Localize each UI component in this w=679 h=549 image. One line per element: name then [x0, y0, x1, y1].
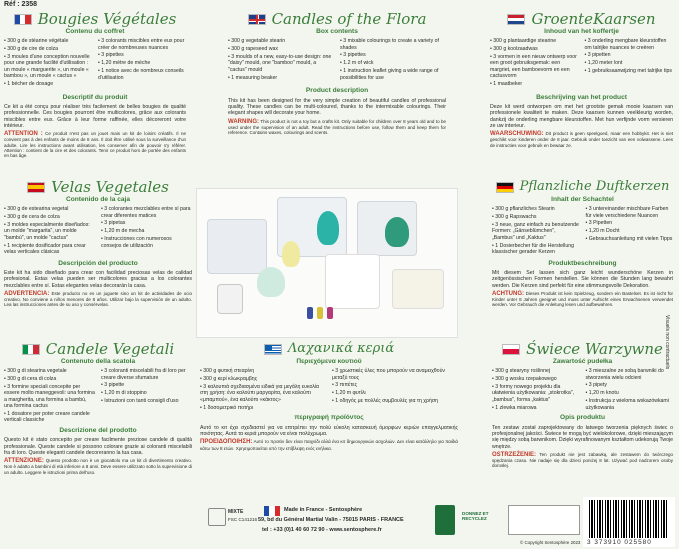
description-heading: Beschrijving van het product [536, 93, 627, 101]
contents-heading: Inhoud van het koffertje [544, 28, 619, 35]
warning-text [4, 458, 192, 475]
description-heading: Descrizione del prodotto [59, 427, 137, 435]
teal-candle [317, 211, 339, 245]
list-item: • 1 Dosierbecher für die Herstellung klassischer gerader Kerzen [492, 242, 574, 255]
list-item: • 300 g plantaardige stearine [490, 38, 557, 45]
yellow-candle [282, 241, 300, 267]
description-text: Este kit ha sido diseñado para crear con facilidad preciosas velas de calidad profesional. Estas velas pueden ser multicolores gracias a los colorantes mezclables entre sí. Estas elegantes velas decorarán la casa. [4, 270, 192, 289]
list-item: • 300 g pflanzliches Stearin [492, 206, 555, 213]
panel-de [492, 178, 673, 308]
flag-france-icon [264, 506, 280, 516]
list-item: • 3 πιπέτες [332, 382, 358, 389]
list-item: ACHTUNG: [492, 290, 524, 297]
recycle-label: DONNEZ ET RECYCLEZ [462, 511, 489, 521]
list-item: • 1,20 m φυτίλι [332, 390, 366, 397]
warning-text [492, 291, 673, 308]
pink-colorant-bottle [327, 307, 333, 319]
list-item: • 3 pipetten [584, 52, 611, 59]
panel-it [4, 340, 192, 475]
flag-poland-icon [502, 344, 520, 355]
description-heading: Descriptif du produit [62, 93, 128, 101]
footer [0, 503, 679, 549]
wax-pellets-bag [392, 269, 444, 309]
list-item: • 1 zlewka miarowa [492, 404, 537, 411]
list-item: • 3 χρωστικές ύλες που μπορούν να αναμειχθούν μεταξύ τους [332, 368, 446, 381]
green-cactus-candle [385, 217, 409, 247]
panel-nl [490, 10, 673, 148]
list-item: • 1,20 m di stoppino [101, 390, 147, 397]
daisy-mold [207, 219, 267, 274]
description-heading: Product description [305, 87, 369, 95]
copyright: © Copyright Sentosphère 2023 [520, 540, 581, 545]
description-heading: Produktbeschreibung [548, 259, 617, 267]
list-item: Ten produkt nie jest zabawką, ale zestawem do twórczego spędzania czasu. Nie nadaje się dla dzieci poniżej 8 lat. Używać pod nadzorem osoby dorosłej. [492, 451, 674, 469]
list-item: • 3 colorants miscibles entre eux pour créer de nombreuses nuances [98, 38, 185, 51]
list-item: • 3 colorantes mezclables entre sí para crear diferentes matices [101, 206, 191, 219]
list-item: OSTRZEŻENIE: [492, 451, 537, 458]
list-item: • 3 pipety [585, 382, 607, 389]
mixte-label: MIXTE [228, 509, 244, 515]
made-in-label: Made in France - Sentosphère [284, 507, 363, 513]
list-item: • 3 coloranti miscelabili fra di loro per creare diverse sfumature [101, 368, 186, 381]
list-item: ATTENTION : [4, 131, 43, 138]
list-item: Este producto no es un juguete sino un kit de actividades de ocio creativo. No conviene a niños menores de 8 años. Utilizar bajo la supervisión de un adulto. Lea las instrucciones antes de su uso y consérvelas. [4, 290, 192, 308]
list-item: • 300 g vegetable stearin [228, 38, 286, 45]
list-item: • 1 recipiente dosificador para crear velas verticales clásicas [4, 242, 86, 255]
list-item: • 1,20 m knotu [585, 390, 619, 397]
list-item: Dit product is geen speelgoed, maar een hobbykit. Het is niet geschikt voor kinderen onder de 8 jaar. Gebruik onder toezicht van een volwassene. Lees de instructies voor gebruik en bewaar ze. [490, 131, 673, 148]
list-item: • Instrukcja z wieloma wskazówkami użytkowania [585, 398, 669, 411]
fsc-logo-icon [208, 508, 226, 526]
list-item: • 300 g de estearina vegetal [4, 206, 69, 213]
list-item: • 1 measuring beaker [228, 74, 278, 81]
list-item: • 1 notice avec de nombreux conseils d'utilisation [98, 68, 184, 81]
list-item: Dieses Produkt ist kein Spielzeug, sondern ein Bastelset. Es ist nicht für Kinder unter 8 Jahren geeignet und muss unter Aufsicht eines Erwachsenen verwendet werden. Vor Gebrauch die Anleitung lesen und aufbewahren. [492, 290, 673, 308]
list-item: WARNING: [228, 118, 259, 125]
list-item: • 1 maatbeker [490, 80, 523, 87]
list-item: • 1 δοσομετρικό ποτήρι [200, 404, 254, 411]
list-item: • 3 moulds of a new, easy-to-use design: one "daisy" mould, one "bamboo" mould, a "cactus" mould [228, 54, 332, 73]
panel-pl [492, 340, 673, 469]
panel-el [200, 340, 458, 451]
list-item: • 3 pipettes [98, 52, 124, 59]
panel-title: Velas Vegetales [51, 177, 169, 196]
list-item: • 1,20 mètre de mèche [98, 60, 151, 67]
list-item: • 3 moldes especialmente diseñados: un molde "margarita", un molde "bambú", un molde "cactus" [4, 222, 90, 241]
list-item: • 3 pipetas [101, 220, 126, 227]
description-text: This kit has been designed for the very simple creation of beautiful candles of professional quality. These candles can be multi-coloured, thanks to the intermixable colourings. Their elegant shapes will decorate your home. [228, 97, 446, 117]
list-item: • 3 vormen in een nieuw ontwerp voor een groot gebruiksgemak: een margriet, een bamboevorm en een cactusvorm [490, 54, 577, 79]
list-item: • 300 g de cire de colza [4, 46, 59, 53]
list-item: • Instrucciones con numerosos consejos de utilización [101, 236, 172, 249]
list-item: • 300 g di stearina vegetale [4, 368, 67, 375]
list-item: WAARSCHUWING: [490, 131, 544, 138]
list-item: • 1 gebruiksaanwijzing met talrijke tips [584, 68, 672, 75]
panel-fr [4, 10, 186, 158]
warning-text [4, 131, 186, 158]
list-item: • 3 untereinander mischbare Farben für viele verschiedene Nuancen [585, 206, 669, 219]
list-item: • 300 g φυτική στεαρίνη [200, 368, 255, 375]
warning-text [492, 452, 673, 469]
list-item: ADVERTENCIA: [4, 290, 50, 297]
list-item: • 3 pipette [101, 382, 125, 389]
list-item: • 300 g de cera de colza [4, 214, 60, 221]
list-item: ΠΡΟΕΙΔΟΠΟΙΗΣΗ: [200, 439, 253, 446]
flag-france-icon [14, 14, 32, 25]
list-item: • 3 moules d'une conception nouvelle pour une grande facilité d'utilisation : un moule « marguerite », un moule « bambou », un moule « cactus » [4, 54, 90, 79]
company-address: 59, bd du Général Martial Valin - 75015 PARIS - FRANCE [258, 517, 404, 523]
flag-greece-icon [264, 344, 282, 355]
description-text: Ten zestaw został zaprojektowany do łatwego tworzenia pięknych świec o profesjonalnej jakości. Świece te mogą być wielokolorowe, dzięki mieszającym się między sobą barwnikom. Dzięki wyrafinowanym kształtom udekorują Twoje wnętrze. [492, 424, 673, 450]
list-item: • 1,20 meter lont [584, 60, 623, 67]
yellow-colorant-bottle [317, 307, 323, 319]
warning-text [228, 119, 446, 136]
panel-title: Pflanzliche Duftkerzen [519, 178, 670, 194]
list-item: • 3 formine speciali concepite per essere molto maneggevoli: una formina a margherita, una formina a bambù, una formina cactus [4, 384, 95, 409]
sorting-info-icon [508, 505, 580, 535]
pastel-candle [257, 267, 285, 297]
contents-heading: Zawartość pudełka [552, 358, 613, 365]
barcode [583, 497, 675, 547]
list-item: • 300 g di cera di colza [4, 376, 57, 383]
list-item: • 300 g κερί κλωκραμβης [200, 376, 258, 383]
reference-number: Réf : 2358 [4, 1, 38, 8]
barcode-bars [589, 500, 669, 538]
contents-heading: Contenuto della scatola [60, 358, 136, 365]
flag-germany-icon [496, 182, 514, 193]
list-item: • Gebrauchsanleitung mit vielen Tipps [585, 236, 673, 243]
description-heading: Opis produktu [559, 414, 606, 422]
list-item: • 1 dosatore per poter creare candele verticali classiche [4, 410, 90, 424]
contents-heading: Box contents [316, 28, 358, 35]
contents-heading: Contenu du coffret [65, 28, 125, 35]
flag-netherlands-icon [507, 14, 525, 25]
list-item: • 1 instruction leaflet giving a wide range of possibilities for use [340, 68, 439, 81]
contents-heading: Περιεχόμενα κουτιού [296, 358, 362, 365]
list-item: • 1 οδηγός με πολλές συμβουλές για τη χρήση [332, 398, 438, 405]
list-item: • 3 Pipetten [585, 220, 613, 227]
panel-title: GroenteKaarsen [531, 9, 656, 28]
list-item: • 3 mixable colourings to create a variety of shades [340, 38, 439, 51]
disclaimer-vertical: Visuels non contractuels [664, 315, 670, 370]
description-text: Αυτό το κιτ έχει σχεδιαστεί για να επιτρέπει την πολύ εύκολη κατασκευή όμορφων κεριών επαγγελματικής ποιότητας. Αυτά τα κεριά μπορούν να είναι πολύχρωμα. [200, 424, 458, 438]
description-text: Ce kit a été conçu pour réaliser très facilement de belles bougies de qualité professionnelle. Ces bougies pourront être multicolores, grâce aux colorants miscibles entre eux. Grâce à leur forme raffinée, elles décoreront votre intérieur. [4, 104, 186, 129]
list-item: This product is not a toy but a crafts kit. Only suitable for children over 8 years old and to be used under the supervision of an adult. Read the instructions before use, follow them and keep them for reference. Contains waxes, colourings and scents. [228, 118, 447, 136]
instruction-leaflet [325, 254, 380, 309]
list-item: • 3 καλουπιά σχεδιασμένα ειδικά για μεγάλη ευκολία στη χρήση: ένα καλούπι μαργαρίτα, ένα καλούπι «μπαμπού», ένα καλούπι «κάκτος» [200, 384, 320, 403]
list-item: • 300 g de stéarine végétale [4, 38, 69, 45]
recycle-triman-icon [435, 505, 455, 535]
flag-uk-icon [248, 14, 266, 25]
list-item: • 300 g rapeseed wax [228, 46, 278, 53]
list-item: Ce produit n'est pas un jouet mais un kit de loisirs créatifs. Il ne convient pas à des enfants de moins de 8 ans. Il doit être utilisé sous la surveillance d'un adulte. Lire les instructions avant utilisation, les conserver afin de pouvoir s'y référer. Attention : contient de la cire et des colorants. Tenir ce produit hors de portée des enfants en bas âge. [4, 131, 186, 159]
description-text: Deze kit werd ontworpen om met het grootste gemak mooie kaarsen van professionele kwaliteit te maken. Deze kaarsen kunnen veelkleurig worden, dankzij de onderling mengbare kleurstoffen. Met hun verfijnde vorm versieren ze uw interieur. [490, 104, 673, 129]
warning-text [490, 131, 673, 148]
panel-title: Świece Warzywne [526, 339, 663, 358]
panel-title: Candele Vegetali [45, 339, 175, 358]
list-item: ATTENZIONE: [4, 458, 44, 465]
panel-title: Bougies Végétales [37, 9, 177, 28]
list-item: • Istruzioni con tanti consigli d'uso [101, 398, 179, 405]
measuring-beaker [217, 284, 243, 314]
description-heading: Descripción del producto [58, 259, 138, 267]
panel-title: Λαχανικά κεριά [287, 340, 395, 356]
list-item: • 1.2 m of wick [340, 60, 374, 67]
flag-spain-icon [27, 182, 45, 193]
list-item: • 300 g Rapswachs [492, 214, 537, 221]
list-item: • 3 mieszalne ze sobą barwniki do stworzenia wielu odcieni [585, 368, 664, 381]
panel-es [4, 178, 192, 308]
flag-italy-icon [22, 344, 40, 355]
list-item: Questo prodotto non è un giocattolo ma un kit di divertimento creativo. Non è adatto a bambini di età inferiore a 8 anni. Deve essere utilizzato sotto la supervisione di un adulto. Leggere le istruzioni prima dell'uso. [4, 458, 192, 475]
contents-heading: Contenido de la caja [65, 196, 131, 203]
list-item: • 1,20 m de mecha [101, 228, 145, 235]
warning-text [200, 439, 458, 450]
company-contact: tel : +33 (0)1 40 60 72 90 - www.sentosphere.fr [262, 527, 382, 533]
description-text: Mit diesem Set lassen sich ganz leicht wunderschöne Kerzen in zeitgenössischen Formen herstellen. Sie können die Stunden lang bewahrt werden. Die Kerzen sind perfekt für eine stimmungsvolle Dekoration. [492, 270, 673, 289]
panel-en [228, 10, 446, 135]
list-item: • 3 neue, ganz einfach zu benutzende Formen: „Gänseblümchen", „Bambus" und „Kaktus" [492, 222, 579, 241]
list-item: • 1,20 m Docht [585, 228, 620, 235]
fsc-code: FSC C141216 [228, 517, 258, 522]
list-item: • 300 g koolzaadwas [490, 46, 538, 53]
panel-title: Candles of the Flora [271, 9, 427, 28]
list-item: • 3 onderling mengbare kleurstoffen om talrijke nuances te creëren [584, 38, 667, 51]
list-item: • 300 g wosku rzepakowego [492, 376, 557, 383]
barcode-number: 3 373910 025580 [587, 539, 652, 546]
list-item: • 300 g stearyny roślinnej [492, 368, 551, 375]
list-item: Αυτό το προϊόν δεν είναι παιχνίδι αλλά ένα κιτ δημιουργικών ασχολιών. Δεν είναι κατάλληλο για παιδιά κάτω των 8 ετών. Χρησιμοποιείται υπό την επίβλεψη ενός ενήλικα. [200, 439, 458, 451]
list-item: • 3 formy nowego projektu dla ułatwienia użytkowania: „stokrotka", „bambus", forma „kaktus" [492, 384, 574, 403]
warning-text [4, 291, 192, 308]
list-item: • 1 bécher de dosage [4, 80, 54, 87]
product-photo [196, 188, 458, 338]
description-text: Questo kit è stato concepito per creare facilmente preziose candele di qualità professionale. Queste candele si possono colorare grazie ai coloranti miscelabili fra di loro. Queste eleganti candele decoreranno la tua casa. [4, 437, 192, 456]
contents-heading: Inhalt der Schachtel [551, 196, 614, 203]
description-heading: περιγραφή προϊόντος [294, 414, 364, 422]
blue-colorant-bottle [307, 307, 313, 319]
list-item: • 3 pipettes [340, 52, 366, 59]
